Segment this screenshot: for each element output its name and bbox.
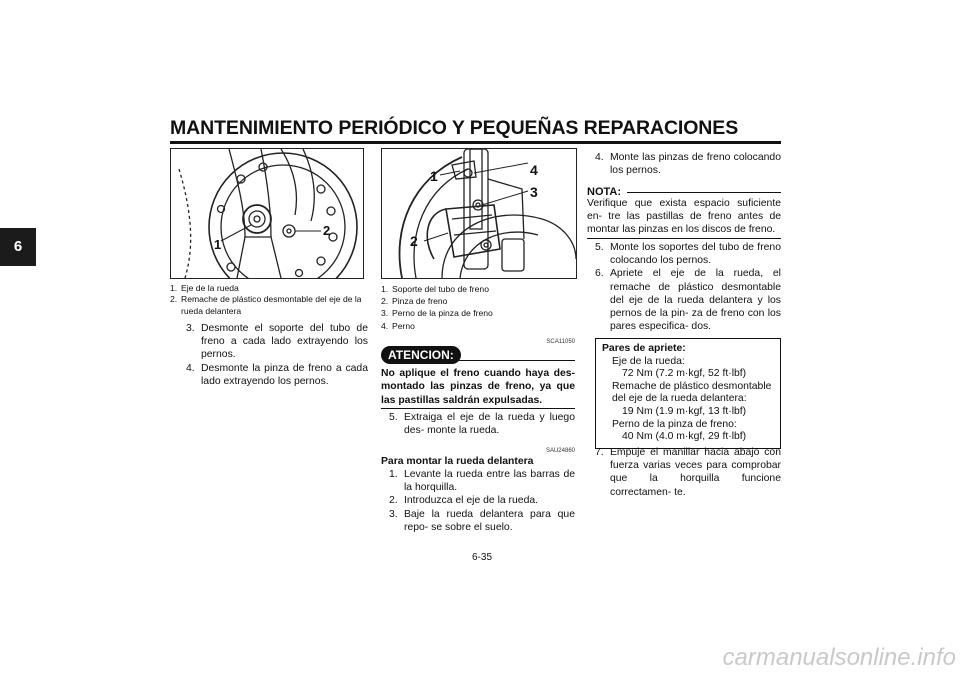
step-7-check-fork bbox=[595, 446, 781, 499]
step-5-remove bbox=[389, 411, 575, 437]
step-5: 5. Monte los soportes del tubo de freno colocando los pernos. bbox=[595, 242, 781, 267]
callout-1: 1 bbox=[430, 168, 438, 184]
callout-2: 2 bbox=[323, 223, 331, 238]
mount-step-3: 3. Baje la rueda delantera para que repo- se sobre el suelo. bbox=[389, 508, 575, 533]
note-label: NOTA: bbox=[587, 186, 622, 198]
section-code: SAU24860 bbox=[545, 448, 575, 454]
title-rule bbox=[170, 141, 781, 144]
step-7: 7. Empuje el manillar hacia abajo con fuerza varias veces para comprobar que la horquilla funcione correctamen- te. bbox=[595, 447, 781, 498]
note-header bbox=[587, 182, 781, 196]
figure2-captions bbox=[381, 283, 575, 332]
caution-text: No aplique el freno cuando haya des- montado las pinzas de freno, ya que las pastillas saldrán expulsadas. bbox=[381, 368, 575, 406]
step-6: 6. Apriete el eje de la rueda, el remache de plástico desmontable del eje de la rueda delantera y los pernos de la pin- za de freno con los pares especifica- dos. bbox=[595, 268, 781, 333]
caption-item: 4. Perno bbox=[381, 320, 415, 331]
callout-1: 1 bbox=[214, 237, 222, 252]
step-4-mount-calipers bbox=[595, 151, 781, 177]
torque-label-axle: Eje de la rueda: bbox=[612, 355, 685, 367]
torque-title: Pares de apriete: bbox=[602, 343, 686, 354]
watermark: carmanualsonline.info bbox=[722, 644, 956, 671]
torque-label-caliper: Perno de la pinza de freno: bbox=[612, 418, 737, 430]
callout-3: 3 bbox=[530, 184, 538, 200]
caution-rule-bottom bbox=[381, 408, 575, 409]
torque-label-rivet: Remache de plástico desmontable bbox=[612, 380, 772, 392]
caption-item: 3. Perno de la pinza de freno bbox=[381, 308, 493, 319]
caution-code: SCA11050 bbox=[546, 339, 575, 345]
caution-rule-top bbox=[459, 360, 575, 361]
column3-steps bbox=[595, 241, 781, 333]
section-title: Para montar la rueda delantera bbox=[381, 456, 534, 467]
note-text: Verifique que exista espacio suficiente en- tre las pastillas de freno antes de montar las pinzas en los discos de freno. bbox=[587, 198, 781, 236]
callout-2: 2 bbox=[410, 233, 418, 249]
caption-item: 2. Remache de plástico desmontable del eje de la rueda delantera bbox=[170, 294, 362, 316]
torque-specs-box bbox=[595, 338, 781, 449]
step-4: 4. Monte las pinzas de freno colocando los pernos. bbox=[595, 152, 781, 177]
callout-4: 4 bbox=[530, 162, 538, 178]
caution-badge: ATENCION: bbox=[381, 346, 461, 364]
figure1-captions bbox=[170, 283, 365, 317]
figure-brake-caliper bbox=[381, 148, 577, 279]
chapter-tab: 6 bbox=[0, 228, 36, 266]
torque-label-rivet-2: del eje de la rueda delantera: bbox=[612, 393, 747, 405]
caption-item: 1. Soporte del tubo de freno bbox=[381, 284, 489, 294]
torque-value-caliper: 40 Nm (4.0 m·kgf, 29 ft·lbf) bbox=[622, 431, 747, 443]
figure-wheel-axle bbox=[170, 148, 364, 279]
mount-steps bbox=[389, 468, 575, 534]
note-rule-top bbox=[627, 192, 781, 193]
column1-steps bbox=[186, 322, 368, 388]
note-rule-bottom bbox=[587, 238, 781, 239]
caption-item: 2. Pinza de freno bbox=[381, 296, 448, 307]
caption-item: 1. Eje de la rueda bbox=[170, 283, 239, 293]
mount-step-1: 1. Levante la rueda entre las barras de la horquilla. bbox=[389, 469, 575, 494]
page-title: MANTENIMIENTO PERIÓDICO Y PEQUEÑAS REPARACIONES bbox=[170, 117, 739, 139]
step-5: 5. Extraiga el eje de la rueda y luego des- monte la rueda. bbox=[389, 412, 575, 437]
caution-header bbox=[381, 346, 575, 364]
mount-step-2: 2. Introduzca el eje de la rueda. bbox=[389, 495, 539, 507]
step-4: 4. Desmonte la pinza de freno a cada lado extrayendo los pernos. bbox=[186, 362, 368, 387]
page-number: 6-35 bbox=[471, 552, 492, 563]
step-3: 3. Desmonte el soporte del tubo de freno a cada lado extrayendo los pernos. bbox=[186, 323, 368, 361]
wheel-axle-illustration bbox=[171, 149, 363, 278]
torque-value-rivet: 19 Nm (1.9 m·kgf, 13 ft·lbf) bbox=[622, 405, 747, 417]
torque-value-axle: 72 Nm (7.2 m·kgf, 52 ft·lbf) bbox=[622, 368, 747, 380]
brake-caliper-illustration bbox=[382, 149, 576, 278]
